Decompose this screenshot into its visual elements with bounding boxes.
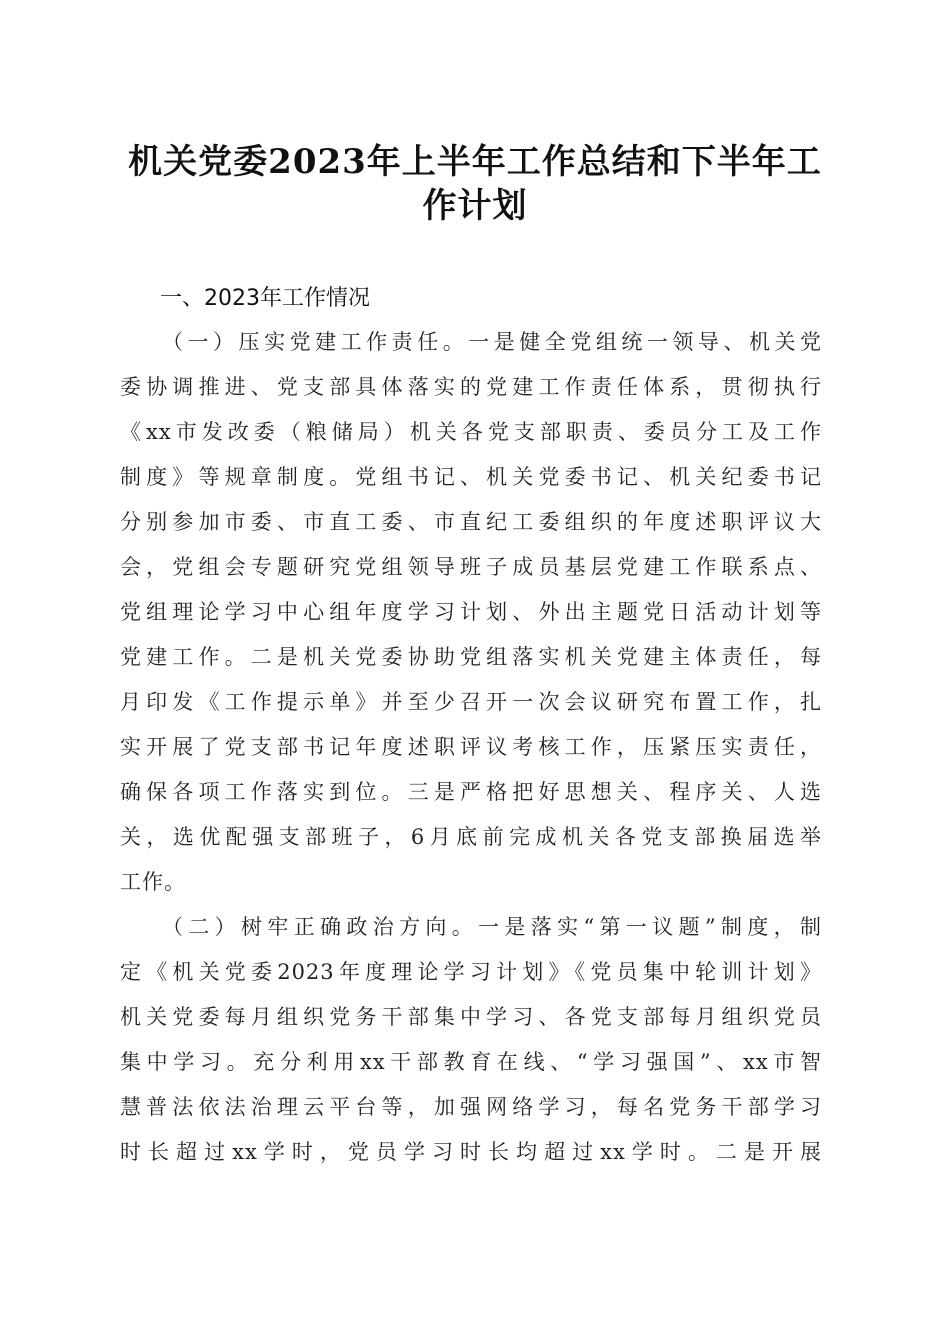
paragraph-2-line: 慧普法依法治理云平台等，加强网络学习，每名党务干部学习 (120, 1095, 822, 1119)
document-title-line-2: 作计划 (422, 186, 528, 226)
paragraph-1-line: 分别参加市委、市直工委、市直纪工委组织的年度述职评议大 (120, 510, 822, 534)
paragraph-1-line: 《xx市发改委（粮储局）机关各党支部职责、委员分工及工作 (120, 420, 822, 444)
paragraph-1-line: 制度》等规章制度。党组书记、机关党委书记、机关纪委书记 (120, 465, 822, 489)
paragraph-2-line: 定《机关党委2023年度理论学习计划》《党员集中轮训计划》 (120, 960, 822, 984)
paragraph-2-line: 集中学习。充分利用xx干部教育在线、“学习强国”、xx市智 (120, 1050, 822, 1074)
paragraph-1-line: 关，选优配强支部班子，6月底前完成机关各党支部换届选举 (120, 825, 822, 849)
paragraph-1-line: （一）压实党建工作责任。一是健全党组统一领导、机关党 (162, 330, 822, 354)
paragraph-1-line: 确保各项工作落实到位。三是严格把好思想关、程序关、人选 (120, 780, 822, 804)
paragraph-2-line: 时长超过xx学时，党员学习时长均超过xx学时。二是开展 (120, 1140, 822, 1164)
paragraph-2-line: （二）树牢正确政治方向。一是落实“第一议题”制度，制 (162, 915, 822, 939)
section-heading: 一、2023年工作情况 (160, 286, 370, 311)
paragraph-1-line: 党组理论学习中心组年度学习计划、外出主题党日活动计划等 (120, 600, 822, 624)
paragraph-1-line: 月印发《工作提示单》并至少召开一次会议研究布置工作，扎 (120, 690, 822, 714)
paragraph-2-line: 机关党委每月组织党务干部集中学习、各党支部每月组织党员 (120, 1005, 822, 1029)
paragraph-1-line: 委协调推进、党支部具体落实的党建工作责任体系，贯彻执行 (120, 375, 822, 399)
paragraph-1-line: 工作。 (120, 870, 186, 894)
paragraph-1-line: 实开展了党支部书记年度述职评议考核工作，压紧压实责任， (120, 735, 822, 759)
paragraph-1-line: 会，党组会专题研究党组领导班子成员基层党建工作联系点、 (120, 555, 822, 579)
paragraph-1-line: 党建工作。二是机关党委协助党组落实机关党建主体责任，每 (120, 645, 822, 669)
document-title-line-1: 机关党委2023年上半年工作总结和下半年工 (128, 142, 822, 182)
